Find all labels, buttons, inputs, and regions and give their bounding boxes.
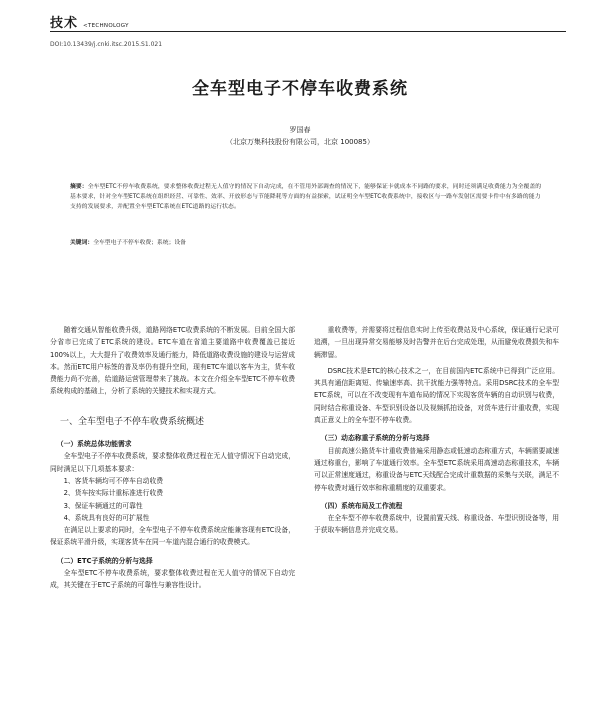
author: 罗国春 bbox=[289, 126, 311, 134]
keywords bbox=[70, 238, 545, 248]
right-paragraph-1: 重收费等，并需要将过程信息实时上传至收费站及中心系统，保证通行记录可追溯，一旦出现异常交易能够及时告警并在后台完成处理，从而避免收费损失和车辆滞留。 bbox=[314, 326, 559, 359]
list-item: 1、客货车辆均可不停车自动收费 bbox=[63, 476, 164, 485]
right-paragraph-3: 目前高速公路货车计重收费普遍采用静态或低速动态称重方式，车辆需要减速通过称重台，影响了车道通行效率。全车型ETC系统采用高速动态称重技术，车辆可以正常速度通过，称重设备与ETC天线配合完成计重数据的采集与关联，满足不停车收费对通行效率和称重精度的双重要求。 bbox=[314, 446, 559, 492]
section-subtitle: <TECHNOLOGY bbox=[83, 23, 129, 29]
abstract-text: 全车型ETC不停车收费系统，要求整体收费过程无人值守的情况下自动完成，在不管用外部调查的情况下，能够保证卡就成本不同路的要求，同时还须满足收费能力为全覆盖的基本要求，针对全车型ETC系统在组织经营、可靠性、效率、开放形态与节能降耗等方面的有益探索，试证明全车型ETC收费系统中，接收区与一路车发射区需要卡件中有多路的能力支持的发展要求，并配置全车型ETC系统在ETC道路的运行状态。 bbox=[70, 184, 542, 210]
list-item: 4、系统具有良好的可扩展性 bbox=[63, 513, 150, 522]
abstract-label: 摘要： bbox=[70, 184, 88, 190]
subsection-1-text-2: 在满足以上要求的同时，全车型电子不停车收费系统应能兼容现有ETC设备，保证系统平滑升级，实现客货车在同一车道内混合通行的收费模式。 bbox=[50, 526, 295, 547]
right-paragraph-4: 在全车型不停车收费系统中，设置前置天线、称重设备、车型识别设备等，用于获取车辆信息并完成交易。 bbox=[314, 514, 559, 535]
subsection-2-text: 全车型ETC不停车收费系统，要求整体收费过程在无人值守的情况下自动完成，其关键在于ETC子系统的可靠性与兼容性设计。 bbox=[50, 569, 295, 590]
article-title: 全车型电子不停车收费系统 bbox=[192, 79, 408, 99]
section-label: 技术 bbox=[50, 16, 79, 31]
keywords-label: 关键词： bbox=[70, 240, 94, 246]
subsection-heading-2: （二）ETC子系统的分析与选择 bbox=[56, 556, 153, 565]
affiliation: （北京万集科技股份有限公司，北京 100085） bbox=[226, 138, 374, 146]
subsection-heading-4: （四）系统布局及工作流程 bbox=[320, 501, 403, 510]
list-item: 2、货车按实际计重标准进行收费 bbox=[63, 489, 164, 498]
right-paragraph-2: DSRC技术是ETC的核心技术之一，在目前国内ETC系统中已得到广泛应用。其具有通信距离短、传输速率高、抗干扰能力强等特点。采用DSRC技术的全车型ETC系统，可以在不改变现有车道布局的情况下实现客货车辆的自动识别与收费，同时结合称重设备、车型识别设备以及视频抓拍设备，对货车进行计重收费，实现真正意义上的全车型不停车收费。 bbox=[314, 366, 559, 425]
left-column bbox=[50, 324, 295, 592]
list-item: 3、保证车辆通过的可靠性 bbox=[63, 501, 143, 510]
keywords-text: 全车型电子不停车收费；系统；设备 bbox=[93, 240, 186, 246]
header-rule bbox=[50, 31, 566, 32]
subsection-1-text: 全车型电子不停车收费系统，要求整体收费过程在无人值守情况下自动完成，同时满足以下几项基本要求： bbox=[50, 452, 295, 473]
section-heading-1: 一、全车型电子不停车收费系统概述 bbox=[60, 416, 205, 427]
subsection-heading-1: （一）系统总体功能需求 bbox=[56, 440, 132, 449]
intro-paragraph: 随着交通从智能收费升级，道路网络ETC收费系统的不断发展。目前全国大部分省市已完成了ETC系统的建设。ETC车道在省道主要道路中收费覆盖已接近100%以上，大大提升了收费效率及通行能力，降低道路收费设施的建设与运营成本。然而ETC用户标签的普及率仍有提升空间，现有ETC车道以客车为主，货车收费能力尚不完善，给道路运营管理带来了挑战。本文在介绍全车型ETC不停车收费系统构成的基础上，分析了系统的关键技术和实现方式。 bbox=[50, 326, 295, 396]
doi: DOI:10.13439/j.cnki.itsc.2015.S1.021 bbox=[50, 41, 163, 48]
abstract bbox=[70, 182, 545, 212]
subsection-heading-3: （三）动态称重子系统的分析与选择 bbox=[320, 434, 430, 443]
journal-header bbox=[50, 12, 129, 32]
right-column bbox=[314, 324, 559, 537]
